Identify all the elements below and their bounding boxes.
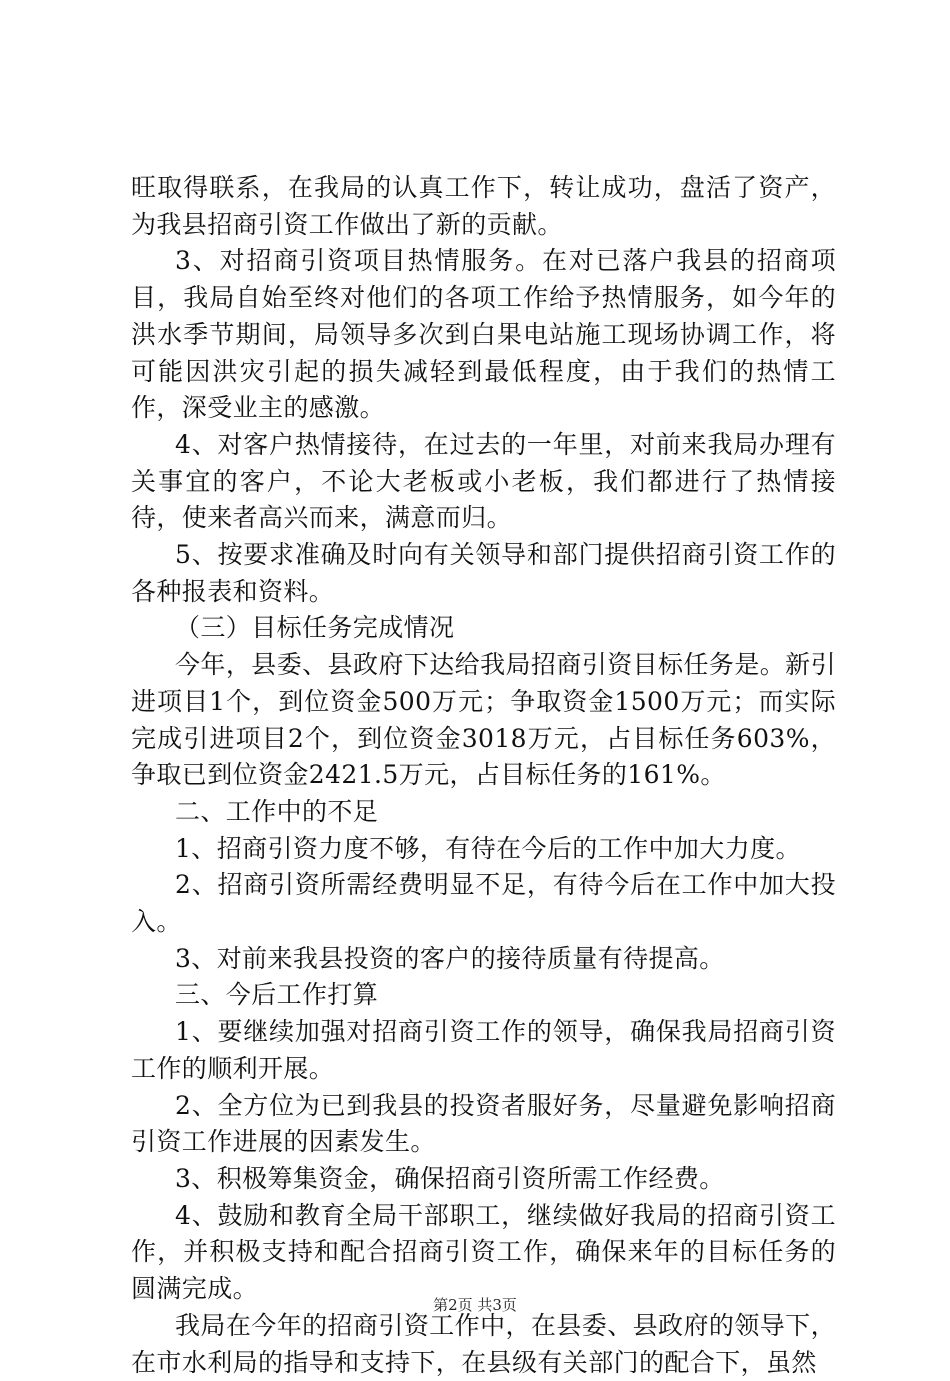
section-heading-targets: （三）目标任务完成情况	[175, 613, 455, 643]
paragraph-2: 3、对招商引资项目热情服务。在对已落户我县的招商项目，我局自始至终对他们的各项工作给予热情服务，如今年的洪水季节期间，局领导多次到白果电站施工现场协调工作，将可能因洪灾引起的损失减轻到最低程度，由于我们的热情工作，深受业主的感激。	[131, 246, 836, 423]
paragraph-closing: 我局在今年的招商引资工作中，在县委、县政府的领导下，在市水利局的指导和支持下，在县级有关部门的配合下，虽然	[131, 1310, 836, 1377]
paragraph-1: 旺取得联系，在我局的认真工作下，转让成功，盘活了资产，为我县招商引资工作做出了新的贡献。	[131, 173, 836, 239]
section-heading-shortcomings: 二、工作中的不足	[175, 796, 379, 826]
section-heading-plans: 三、今后工作打算	[175, 980, 379, 1010]
document-body	[131, 170, 836, 1381]
paragraph-shortcoming-2: 2、招商引资所需经费明显不足，有待今后在工作中加大投入。	[131, 870, 836, 937]
paragraph-plan-1: 1、要继续加强对招商引资工作的领导，确保我局招商引资工作的顺利开展。	[131, 1017, 836, 1083]
paragraph-shortcoming-3: 3、对前来我县投资的客户的接待质量有待提高。	[175, 943, 725, 973]
paragraph-targets: 今年，县委、县政府下达给我局招商引资目标任务是。新引进项目1个，到位资金500万元；争取资金1500万元；而实际完成引进项目2个，到位资金3018万元，占目标任务603%，争取已到位资金2421.5万元，占目标任务的161%。	[131, 650, 836, 790]
paragraph-shortcoming-1: 1、招商引资力度不够，有待在今后的工作中加大力度。	[175, 833, 801, 863]
paragraph-3: 4、对客户热情接待，在过去的一年里，对前来我局办理有关事宜的客户，不论大老板或小老板，我们都进行了热情接待，使来者高兴而来，满意而归。	[131, 429, 836, 533]
paragraph-plan-4: 4、鼓励和教育全局干部职工，继续做好我局的招商引资工作，并积极支持和配合招商引资工作，确保来年的目标任务的圆满完成。	[131, 1200, 836, 1304]
page-number: 第2页 共3页	[433, 1296, 517, 1314]
page-footer	[0, 1295, 950, 1315]
paragraph-plan-2: 2、全方位为已到我县的投资者服好务，尽量避免影响招商引资工作进展的因素发生。	[131, 1090, 836, 1157]
paragraph-4: 5、按要求准确及时向有关领导和部门提供招商引资工作的各种报表和资料。	[131, 540, 836, 606]
paragraph-plan-3: 3、积极筹集资金，确保招商引资所需工作经费。	[175, 1163, 725, 1193]
